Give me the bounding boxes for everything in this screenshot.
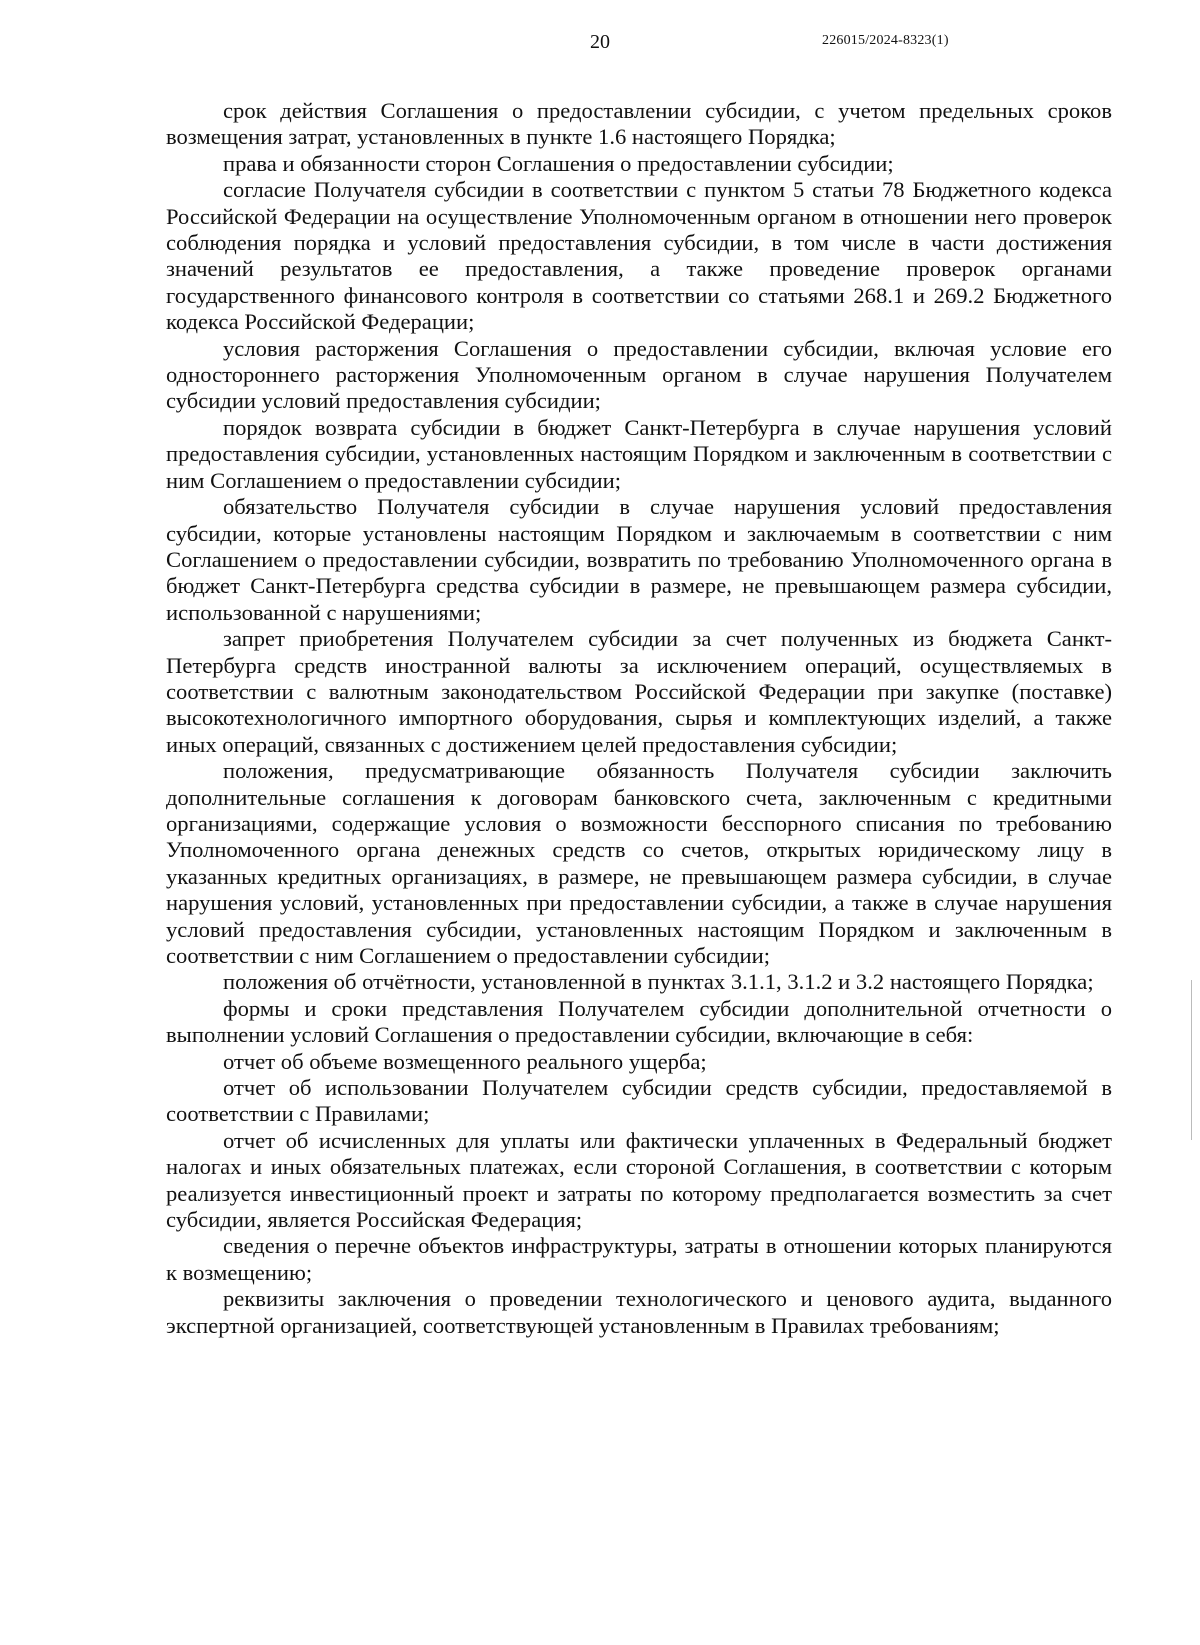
paragraph: положения об отчётности, установленной в пунктах 3.1.1, 3.1.2 и 3.2 настоящего Порядка; [223,969,1094,995]
paragraph: порядок возврата субсидии в бюджет Санкт-Петербурга в случае нарушения условий предоставления субсидии, установленных настоящим Порядком и заключенным в соответствии с ним Соглашением о предоставлении субсидии; [166,414,1112,493]
paragraph: сведения о перечне объектов инфраструктуры, затраты в отношении которых планируются к возмещению; [166,1233,1112,1285]
paragraph: права и обязанности сторон Соглашения о предоставлении субсидии; [223,150,894,176]
paragraph: отчет об использовании Получателем субсидии средств субсидии, предоставляемой в соответствии с Правилами; [166,1075,1112,1127]
document-body [166,98,1112,1339]
paragraph: условия расторжения Соглашения о предоставлении субсидии, включая условие его одностороннего расторжения Уполномоченным органом в случае нарушения Получателем субсидии условий предоставления субсидии; [166,335,1112,414]
paragraph: отчет об исчисленных для уплаты или фактически уплаченных в Федеральный бюджет налогах и иных обязательных платежах, если стороной Соглашения, в соответствии с которым реализуется инвестиционный проект и затраты по которому предполагается возместить за счет субсидии, является Российская Федерация; [166,1127,1112,1233]
paragraph: согласие Получателя субсидии в соответствии с пунктом 5 статьи 78 Бюджетного кодекса Российской Федерации на осуществление Уполномоченным органом в отношении него проверок соблюдения порядка и условий предоставления субсидии, в том числе в части достижения значений результатов ее предоставления, а также проведение проверок органами государственного финансового контроля в соответствии со статьями 268.1 и 269.2 Бюджетного кодекса Российской Федерации; [166,177,1112,335]
paragraph: срок действия Соглашения о предоставлении субсидии, с учетом предельных сроков возмещения затрат, установленных в пункте 1.6 настоящего Порядка; [166,98,1112,150]
paragraph: положения, предусматривающие обязанность Получателя субсидии заключить дополнительные соглашения к договорам банковского счета, заключенным с кредитными организациями, содержащие условия о возможности бесспорного списания по требованию Уполномоченного органа денежных средств со счетов, открытых юридическому лицу в указанных кредитных организациях, в размере, не превышающем размера субсидии, в случае нарушения условий, установленных при предоставлении субсидии, а также в случае нарушения условий предоставления субсидии, установленных настоящим Порядком и заключенным в соответствии с ним Соглашением о предоставлении субсидии; [166,758,1112,968]
paragraph: формы и сроки представления Получателем субсидии дополнительной отчетности о выполнении условий Соглашения о предоставлении субсидии, включающие в себя: [166,995,1112,1048]
document-id: 226015/2024-8323(1) [822,33,949,48]
paragraph: реквизиты заключения о проведении технологического и ценового аудита, выданного экспертной организацией, соответствующей установленным в Правилах требованиям; [166,1286,1112,1338]
paragraph: отчет об объеме возмещенного реального ущерба; [223,1048,707,1074]
scan-edge-mark [1191,980,1192,1140]
paragraph: обязательство Получателя субсидии в случае нарушения условий предоставления субсидии, которые установлены настоящим Порядком и заключаемым в соответствии с ним Соглашением о предоставлении субсидии, возвратить по требованию Уполномоченного органа в бюджет Санкт-Петербурга средства субсидии в размере, не превышающем размера субсидии, использованной с нарушениями; [166,494,1112,625]
page-number: 20 [590,31,610,53]
paragraph: запрет приобретения Получателем субсидии за счет полученных из бюджета Санкт-Петербурга средств иностранной валюты за исключением операций, осуществляемых в соответствии с валютным законодательством Российской Федерации при закупке (поставке) высокотехнологичного импортного оборудования, сырья и комплектующих изделий, а также иных операций, связанных с достижением целей предоставления субсидии; [166,626,1112,757]
